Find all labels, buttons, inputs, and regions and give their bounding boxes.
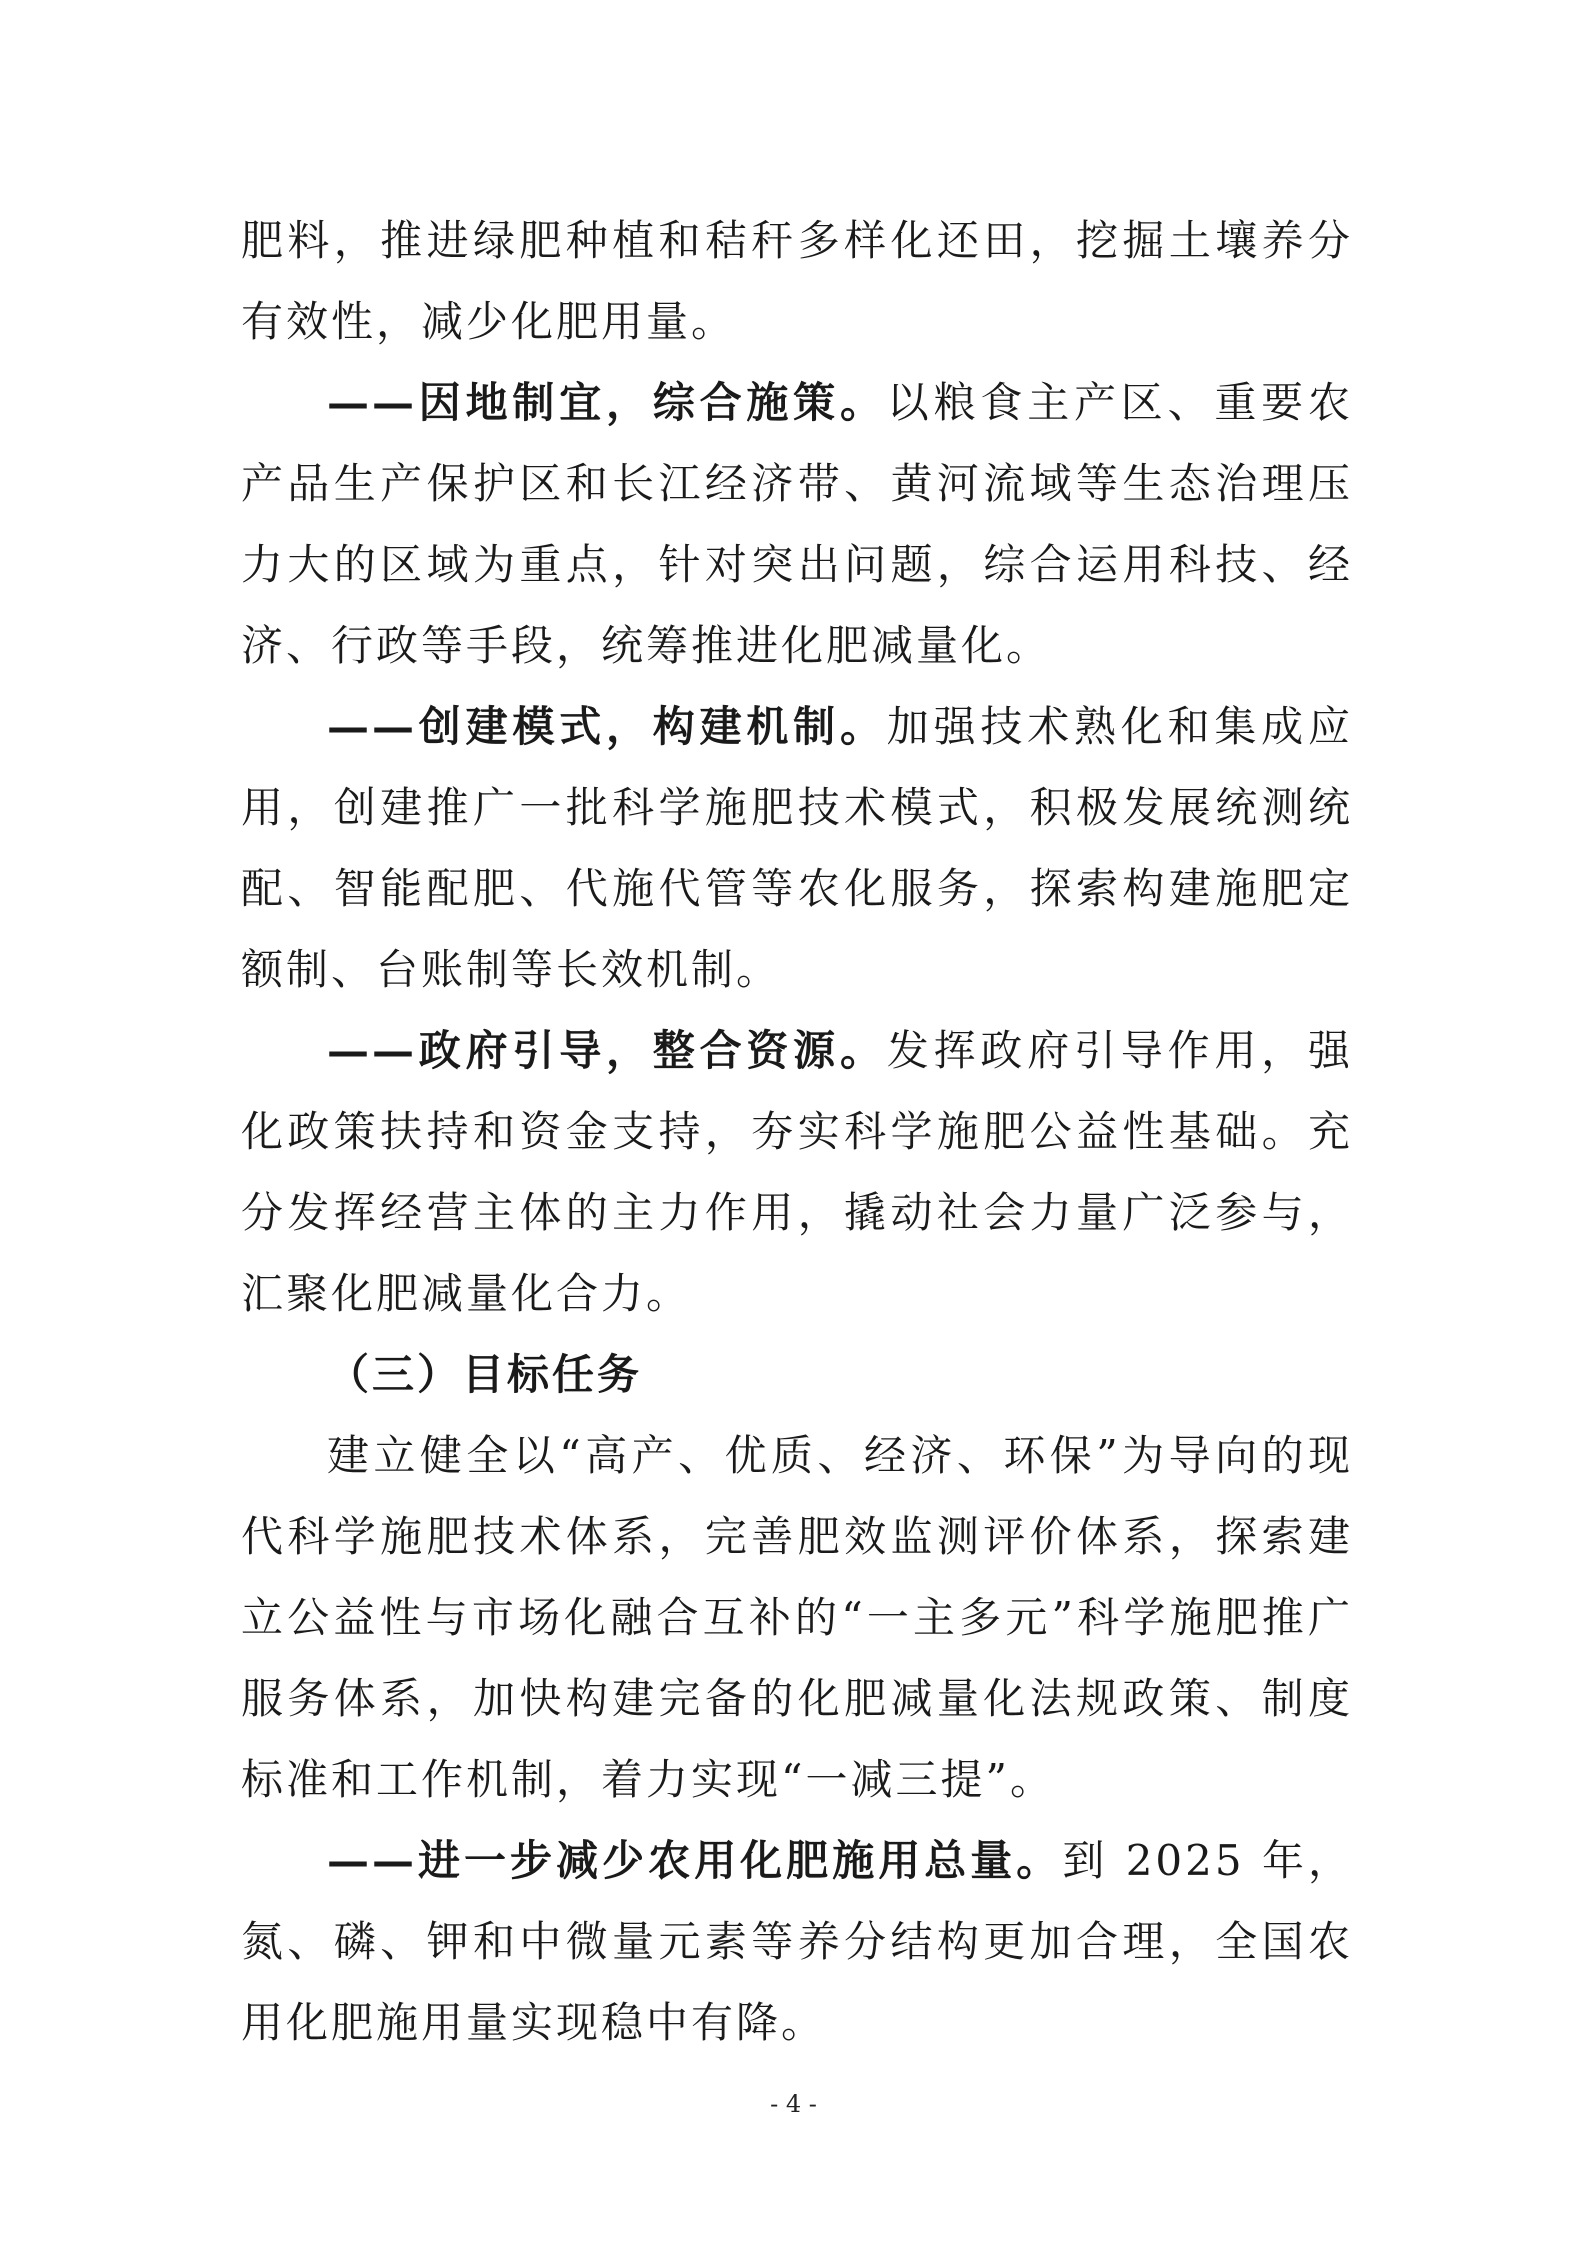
paragraph-lead: ——政府引导，整合资源。 [327, 1026, 887, 1075]
paragraph-lead: ——因地制宜，综合施策。 [327, 378, 887, 427]
paragraph-text: 到 2025 年，氮、磷、钾和中微量元素等养分结构更加合理，全国农用化肥施用量实现稳中有降。 [241, 1836, 1353, 2047]
paragraph-lead: ——创建模式，构建机制。 [327, 702, 887, 751]
page-number: - 4 - [770, 2090, 817, 2118]
document-body [241, 200, 1353, 2063]
section-heading: （三）目标任务 [327, 1350, 643, 1399]
paragraph [241, 1415, 1353, 1820]
paragraph-text: 发挥政府引导作用，强化政策扶持和资金支持，夯实科学施肥公益性基础。充分发挥经营主体的主力作用，撬动社会力量广泛参与，汇聚化肥减量化合力。 [241, 1026, 1353, 1318]
paragraph [241, 686, 1353, 1010]
paragraph [241, 1010, 1353, 1334]
paragraph-lead: ——进一步减少农用化肥施用总量。 [327, 1836, 1063, 1885]
paragraph [241, 200, 1353, 362]
paragraph-text: 肥料，推进绿肥种植和秸秆多样化还田，挖掘土壤养分有效性，减少化肥用量。 [241, 216, 1353, 346]
paragraph [241, 362, 1353, 686]
paragraph [241, 1820, 1353, 2063]
paragraph-text: 以粮食主产区、重要农产品生产保护区和长江经济带、黄河流域等生态治理压力大的区域为重点，针对突出问题，综合运用科技、经济、行政等手段，统筹推进化肥减量化。 [241, 378, 1353, 670]
paragraph-text: 建立健全以“高产、优质、经济、环保”为导向的现代科学施肥技术体系，完善肥效监测评价体系，探索建立公益性与市场化融合互补的“一主多元”科学施肥推广服务体系，加快构建完备的化肥减量化法规政策、制度标准和工作机制，着力实现“一减三提”。 [241, 1431, 1353, 1804]
paragraph-text: 加强技术熟化和集成应用，创建推广一批科学施肥技术模式，积极发展统测统配、智能配肥、代施代管等农化服务，探索构建施肥定额制、台账制等长效机制。 [241, 702, 1353, 994]
